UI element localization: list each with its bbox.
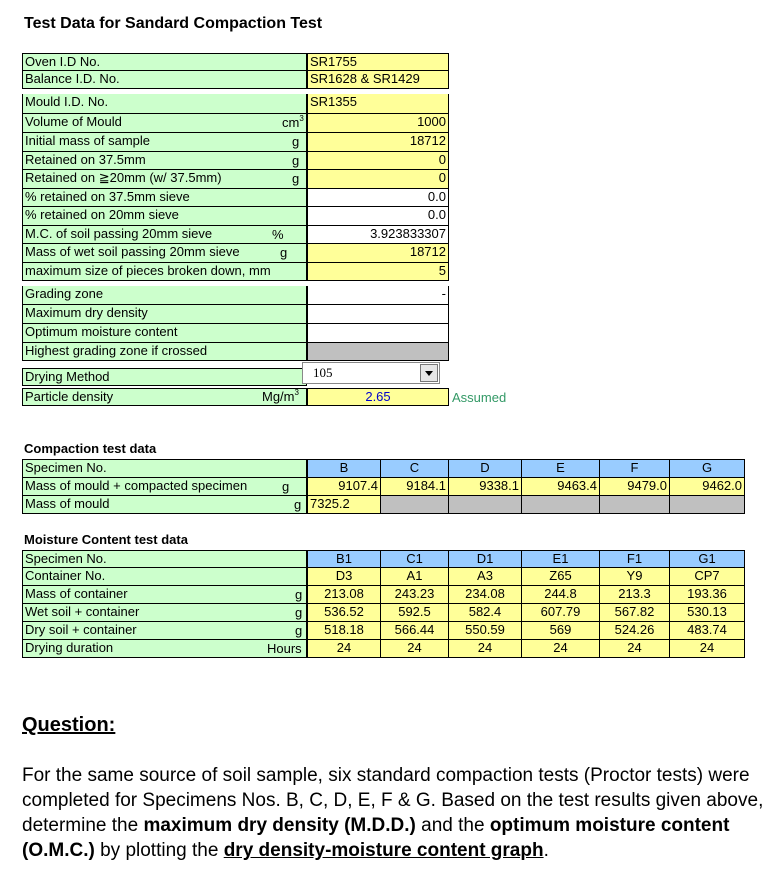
info-row-value[interactable]: 5 [307, 263, 449, 281]
drying-method-label: Drying Method [22, 368, 307, 386]
moisture-row-label: Dry soil + container [22, 622, 307, 640]
info-row-label: Initial mass of sample [22, 133, 307, 152]
moisture-cell[interactable]: 24 [600, 640, 670, 658]
info-row-label: % retained on 37.5mm sieve [22, 189, 307, 207]
moisture-row-label: Wet soil + container [22, 604, 307, 622]
moisture-cell[interactable]: 193.36 [670, 586, 745, 604]
graph-term: dry density-moisture content graph [223, 840, 544, 861]
moisture-cell[interactable]: 213.3 [600, 586, 670, 604]
particle-density-unit: $Mg/m^3$ [262, 388, 299, 404]
compaction-specimen-cell: B [307, 459, 381, 478]
info-row-label: Retained on 37.5mm [22, 152, 307, 170]
moisture-cell[interactable]: 243.23 [381, 586, 449, 604]
moisture-cell: E1 [522, 550, 600, 568]
compaction-empty-cell [381, 496, 449, 514]
dropdown-arrow-icon[interactable] [420, 364, 438, 382]
compaction-mass-spec-label: Mass of mould + compacted specimen [22, 478, 307, 496]
moisture-cell[interactable]: 518.18 [307, 622, 381, 640]
moisture-row-unit: g [295, 623, 303, 638]
compaction-mass-mould-unit: g [294, 497, 302, 512]
info-row-label: % retained on 20mm sieve [22, 207, 307, 226]
moisture-row-label: Container No. [22, 568, 307, 586]
moisture-cell: F1 [600, 550, 670, 568]
page-title: Test Data for Sandard Compaction Test [24, 15, 323, 32]
moisture-row-label: Mass of container [22, 586, 307, 604]
info-row-label: Optimum moisture content [22, 324, 307, 343]
info-row-label: M.C. of soil passing 20mm sieve [22, 226, 307, 244]
info-row-label: Retained on ≧20mm (w/ 37.5mm) [22, 170, 307, 189]
moisture-cell[interactable]: 569 [522, 622, 600, 640]
moisture-cell[interactable]: Z65 [522, 568, 600, 586]
compaction-specimen-cell: F [600, 459, 670, 478]
moisture-row-label: Drying duration [22, 640, 307, 658]
info-row-value[interactable]: 0 [307, 170, 449, 189]
moisture-cell[interactable]: CP7 [670, 568, 745, 586]
compaction-mass-spec-cell[interactable]: 9107.4 [307, 478, 381, 496]
moisture-cell: C1 [381, 550, 449, 568]
moisture-cell[interactable]: 24 [449, 640, 522, 658]
moisture-cell[interactable]: 483.74 [670, 622, 745, 640]
compaction-mass-spec-cell[interactable]: 9462.0 [670, 478, 745, 496]
omc-term: optimum moisture content (O.M.C.) [22, 815, 730, 861]
moisture-cell: D1 [449, 550, 522, 568]
info-row-value[interactable]: 0.0 [307, 207, 449, 226]
compaction-specimen-label: Specimen No. [22, 459, 307, 478]
moisture-heading: Moisture Content test data [24, 532, 188, 547]
drying-method-select[interactable] [302, 362, 440, 384]
info-row-label: Balance I.D. No. [22, 71, 307, 89]
info-row-label: Mould I.D. No. [22, 94, 307, 114]
compaction-specimen-cell: E [522, 459, 600, 478]
info-row-value[interactable]: 1000 [307, 114, 449, 133]
info-row-unit: $cm^3$ [282, 114, 304, 130]
moisture-row-unit: Hours [267, 641, 302, 656]
info-row-unit: g [292, 171, 300, 186]
mdd-term: maximum dry density (M.D.D.) [143, 815, 416, 836]
compaction-mass-spec-cell[interactable]: 9184.1 [381, 478, 449, 496]
moisture-cell[interactable]: Y9 [600, 568, 670, 586]
info-row-value[interactable]: SR1755 [307, 53, 449, 71]
info-row-value[interactable]: SR1355 [307, 94, 449, 114]
moisture-cell: G1 [670, 550, 745, 568]
compaction-empty-cell [600, 496, 670, 514]
moisture-cell[interactable]: 24 [307, 640, 381, 658]
info-row-label: Oven I.D No. [22, 53, 307, 71]
info-row-value[interactable]: 3.923833307 [307, 226, 449, 244]
compaction-mass-mould-cell[interactable]: 7325.2 [307, 496, 381, 514]
info-row-value[interactable] [307, 305, 449, 324]
moisture-cell[interactable]: D3 [307, 568, 381, 586]
info-row-value [307, 343, 449, 361]
info-row-label: Mass of wet soil passing 20mm sieve [22, 244, 307, 263]
moisture-cell[interactable]: 592.5 [381, 604, 449, 622]
drying-method-value: 105 [313, 365, 333, 380]
moisture-cell[interactable]: 566.44 [381, 622, 449, 640]
info-row-value[interactable]: SR1628 & SR1429 [307, 71, 449, 89]
info-row-unit: g [292, 153, 300, 168]
question-text: For the same source of soil sample, six standard compaction tests (Proctor tests) were completed for Specimens Nos. B, C, D, E, F & G. Based on the test results given above, determine the maximum dry density (M.D.D.) and the optimum moisture content (O.M.C.) by plotting the dry density-moisture content graph. [22, 765, 764, 861]
info-row-label: Grading zone [22, 286, 307, 305]
info-row-value[interactable]: 0 [307, 152, 449, 170]
moisture-row-unit: g [295, 605, 303, 620]
compaction-empty-cell [522, 496, 600, 514]
compaction-heading: Compaction test data [24, 441, 157, 456]
moisture-cell[interactable]: 244.8 [522, 586, 600, 604]
info-row-label: Highest grading zone if crossed [22, 343, 307, 361]
moisture-cell[interactable]: 213.08 [307, 586, 381, 604]
compaction-empty-cell [449, 496, 522, 514]
info-row-value[interactable]: 18712 [307, 244, 449, 263]
particle-density-note: Assumed [452, 390, 507, 405]
info-row-label: Maximum dry density [22, 305, 307, 324]
moisture-cell[interactable]: 24 [670, 640, 745, 658]
moisture-cell: B1 [307, 550, 381, 568]
info-row-unit: g [280, 245, 288, 260]
compaction-empty-cell [670, 496, 745, 514]
info-row-value[interactable] [307, 324, 449, 343]
moisture-cell[interactable]: 24 [522, 640, 600, 658]
compaction-specimen-cell: G [670, 459, 745, 478]
info-row-label: maximum size of pieces broken down, mm [22, 263, 307, 281]
question-heading: Question: [22, 714, 116, 736]
moisture-row-unit: g [295, 587, 303, 602]
compaction-mass-spec-cell[interactable]: 9338.1 [449, 478, 522, 496]
moisture-cell[interactable]: 530.13 [670, 604, 745, 622]
moisture-row-label: Specimen No. [22, 550, 307, 568]
moisture-cell[interactable]: 567.82 [600, 604, 670, 622]
moisture-cell[interactable]: 536.52 [307, 604, 381, 622]
particle-density-label: Particle density [22, 388, 307, 406]
info-row-value[interactable]: 0.0 [307, 189, 449, 207]
info-row-unit: % [272, 227, 284, 242]
info-row-label: Volume of Mould [22, 114, 307, 133]
compaction-mass-spec-unit: g [282, 479, 290, 494]
info-row-value[interactable]: 18712 [307, 133, 449, 152]
info-row-unit: g [292, 134, 300, 149]
compaction-specimen-cell: D [449, 459, 522, 478]
moisture-cell[interactable]: 234.08 [449, 586, 522, 604]
compaction-mass-spec-cell[interactable]: 9479.0 [600, 478, 670, 496]
moisture-cell[interactable]: 582.4 [449, 604, 522, 622]
compaction-specimen-cell: C [381, 459, 449, 478]
moisture-cell[interactable]: A3 [449, 568, 522, 586]
compaction-mass-mould-label: Mass of mould [22, 496, 307, 514]
compaction-mass-spec-cell[interactable]: 9463.4 [522, 478, 600, 496]
moisture-cell[interactable]: 550.59 [449, 622, 522, 640]
moisture-cell[interactable]: 607.79 [522, 604, 600, 622]
moisture-cell[interactable]: 524.26 [600, 622, 670, 640]
info-row-value[interactable]: - [307, 286, 449, 305]
moisture-cell[interactable]: A1 [381, 568, 449, 586]
particle-density-value[interactable]: 2.65 [307, 388, 449, 406]
moisture-cell[interactable]: 24 [381, 640, 449, 658]
